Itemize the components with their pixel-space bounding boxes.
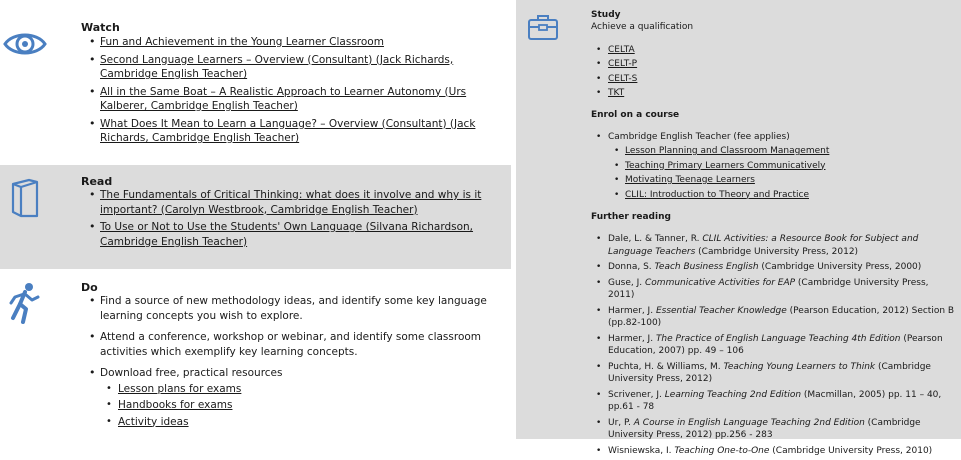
resource-link[interactable]: Lesson plans for exams <box>118 382 242 395</box>
further-reading-heading: Further reading <box>591 212 671 222</box>
list-item <box>608 160 956 173</box>
qualification-link[interactable]: TKT <box>608 88 625 98</box>
qualification-link[interactable]: CELTA <box>608 44 635 55</box>
list-item <box>591 73 956 86</box>
study-panel <box>516 0 961 456</box>
watch-link[interactable]: What Does It Mean to Learn a Language? – Overview (Consultant) (Jack Richards, Cambridge English Teacher) <box>100 117 476 144</box>
watch-heading: Watch <box>81 21 120 34</box>
book-icon <box>9 178 41 218</box>
course-link[interactable]: CLIL: Introduction to Theory and Practice <box>625 189 809 200</box>
do-list <box>86 294 511 431</box>
reading-author: Wisniewska, I. <box>608 445 675 456</box>
reading-publisher: (Pearson Education, 2007) pp. 49 – 106 <box>608 333 943 356</box>
list-item <box>86 366 511 429</box>
list-item <box>591 261 956 274</box>
reading-title: Essential Teacher Knowledge <box>655 305 787 316</box>
reading-publisher: (Cambridge University Press, 2000) <box>758 262 922 272</box>
watch-link[interactable]: Second Language Learners – Overview (Consultant) (Jack Richards, Cambridge English Teacher) <box>100 53 454 80</box>
course-sublist <box>608 145 956 201</box>
watch-link[interactable]: Fun and Achievement in the Young Learner Classroom <box>100 36 384 48</box>
reading-title: Teaching Young Learners to Think <box>723 361 876 372</box>
list-item <box>591 58 956 71</box>
read-heading: Read <box>81 175 113 188</box>
reading-list <box>591 233 956 457</box>
list-item <box>86 117 511 146</box>
list-item <box>86 85 511 114</box>
running-person-icon <box>7 282 41 324</box>
resources-label: Download free, practical resources <box>100 367 283 379</box>
list-item <box>591 417 956 442</box>
reading-publisher: (Cambridge University Press, 2012) pp.256 - 283 <box>608 417 921 440</box>
qualification-link[interactable]: CELT-P <box>608 59 638 69</box>
study-heading: Study <box>591 10 621 20</box>
study-content <box>591 9 956 460</box>
course-link[interactable]: Motivating Teenage Learners <box>625 175 755 185</box>
list-item <box>591 87 956 100</box>
briefcase-icon <box>527 13 559 41</box>
list-item <box>591 389 956 414</box>
reading-author: Scrivener, J. <box>608 389 665 400</box>
list-item <box>100 398 511 413</box>
list-item <box>591 333 956 358</box>
reading-author: Dale, L. & Tanner, R. <box>608 234 703 244</box>
course-link[interactable]: Lesson Planning and Classroom Management <box>625 146 830 156</box>
list-item <box>591 305 956 330</box>
reading-publisher: (Pearson Education, 2012) Section B (pp.82-100) <box>608 305 955 328</box>
list-item <box>86 35 511 50</box>
reading-title: Learning Teaching 2nd Edition <box>664 389 802 400</box>
read-section <box>0 165 511 269</box>
reading-title: A Course in English Language Teaching 2nd Edition <box>633 417 865 428</box>
list-item <box>100 415 511 430</box>
list-item <box>608 174 956 187</box>
reading-author: Ur, P. <box>608 417 634 428</box>
reading-title: The Practice of English Language Teaching 4th Edition <box>655 333 901 344</box>
do-section <box>0 269 511 439</box>
list-item <box>86 188 511 217</box>
watch-list <box>86 35 511 146</box>
reading-author: Harmer, J. <box>608 333 656 344</box>
do-heading: Do <box>81 281 98 294</box>
list-item: • Find a source of new methodology ideas, and identify some key language learning concepts you wish to explore. <box>86 294 511 323</box>
reading-author: Puchta, H. & Williams, M. <box>608 361 724 372</box>
course-list <box>591 131 956 202</box>
study-subheading: Achieve a qualification <box>591 22 694 32</box>
list-item <box>591 277 956 302</box>
qualification-list <box>591 44 956 100</box>
list-item <box>591 445 956 458</box>
reading-author: Harmer, J. <box>608 305 656 316</box>
list-item <box>86 220 511 249</box>
reading-author: Donna, S. <box>608 262 655 272</box>
read-link[interactable]: To Use or Not to Use the Students' Own Language (Silvana Richardson, Cambridge English Teacher) <box>100 221 474 248</box>
list-item <box>608 145 956 158</box>
reading-publisher: (Cambridge University Press, 2010) <box>769 445 933 456</box>
watch-link[interactable]: All in the Same Boat – A Realistic Approach to Learner Autonomy (Urs Kalberer, Cambridge English Teacher) <box>100 85 467 112</box>
enrol-heading: Enrol on a course <box>591 109 680 120</box>
reading-title: Teaching One-to-One <box>674 445 770 456</box>
reading-publisher: (Cambridge University Press, 2012) <box>695 246 859 257</box>
list-item: • Attend a conference, workshop or webinar, and identify some classroom activities which exemplify key learning concepts. <box>86 330 511 359</box>
list-item <box>591 131 956 202</box>
resource-link[interactable]: Activity ideas <box>118 415 189 428</box>
reading-publisher: (Macmillan, 2005) pp. 11 – 40, pp.61 - 78 <box>608 389 942 412</box>
watch-section <box>0 0 511 165</box>
course-link[interactable]: Teaching Primary Learners Communicatively <box>625 160 826 171</box>
resource-link[interactable]: Handbooks for exams <box>118 399 233 411</box>
reading-publisher: (Cambridge University Press, 2011) <box>608 277 929 300</box>
reading-title: Teach Business English <box>654 262 759 272</box>
eye-icon <box>3 27 47 61</box>
list-item <box>86 53 511 82</box>
reading-title: CLIL Activities: a Resource Book for Subject and Language Teachers <box>608 234 919 257</box>
list-item <box>100 382 511 397</box>
resources-list <box>100 382 511 430</box>
list-item <box>591 44 956 57</box>
reading-title: Communicative Activities for EAP <box>645 277 796 288</box>
read-link[interactable]: The Fundamentals of Critical Thinking: what does it involve and why is it important? (Carolyn Westbrook, Cambridge English Teacher) <box>100 189 482 216</box>
reading-author: Guse, J. <box>608 277 646 288</box>
list-item <box>608 189 956 202</box>
qualification-link[interactable]: CELT-S <box>608 73 638 84</box>
course-group-label: Cambridge English Teacher (fee applies) <box>608 131 790 142</box>
list-item <box>591 233 956 258</box>
reading-publisher: (Cambridge University Press, 2012) <box>608 361 931 384</box>
read-list <box>86 188 511 249</box>
list-item <box>591 361 956 386</box>
